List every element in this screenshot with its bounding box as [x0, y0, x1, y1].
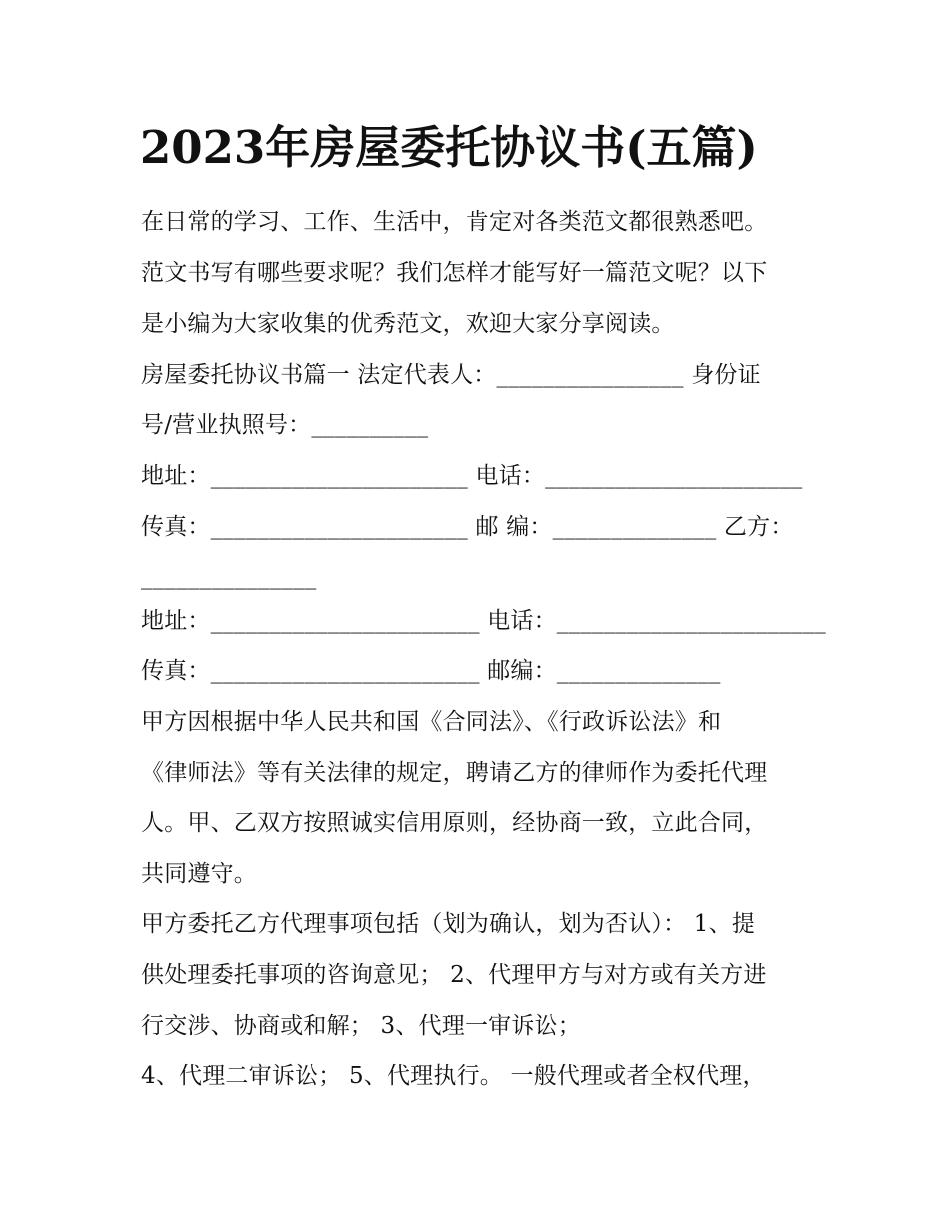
body-line-2: 《律师法》等有关法律的规定，聘请乙方的律师作为委托代理	[141, 760, 768, 786]
party-a-representative-line: 房屋委托协议书篇一 法定代表人：________________ 身份证	[141, 362, 761, 388]
scope-line-3: 行交涉、协商或和解； 3、代理一审诉讼；	[141, 1013, 581, 1039]
party-a-address-line: 地址：______________________ 电话：______________________	[141, 463, 803, 489]
scope-line-4: 4、代理二审诉讼； 5、代理执行。 一般代理或者全权代理，	[141, 1063, 766, 1089]
party-b-name-line: _______________	[141, 564, 317, 590]
intro-line-2: 范文书写有哪些要求呢？我们怎样才能写好一篇范文呢？以下	[141, 260, 768, 286]
body-line-3: 人。甲、乙双方按照诚实信用原则，经协商一致，立此合同，	[141, 810, 768, 836]
intro-line-1: 在日常的学习、工作、生活中，肯定对各类范文都很熟悉吧。	[141, 209, 768, 235]
scope-line-2: 供处理委托事项的咨询意见； 2、代理甲方与对方或有关方进	[141, 962, 767, 988]
scope-line-1: 甲方委托乙方代理事项包括（划为确认，划为否认）： 1、提	[141, 911, 756, 937]
party-a-license-line: 号/营业执照号：__________	[141, 412, 429, 438]
document-title: 2023年房屋委托协议书(五篇)	[140, 121, 758, 174]
party-a-fax-line: 传真：______________________ 邮 编：______________ 乙方：	[141, 514, 794, 540]
intro-line-3: 是小编为大家收集的优秀范文，欢迎大家分享阅读。	[141, 311, 675, 337]
body-line-1: 甲方因根据中华人民共和国《合同法》、《行政诉讼法》和	[141, 709, 722, 735]
party-b-fax-line: 传真：_______________________ 邮编：______________	[141, 658, 721, 684]
party-b-address-line: 地址：_______________________ 电话：_______________________	[141, 608, 826, 634]
body-line-4: 共同遵守。	[141, 861, 257, 887]
